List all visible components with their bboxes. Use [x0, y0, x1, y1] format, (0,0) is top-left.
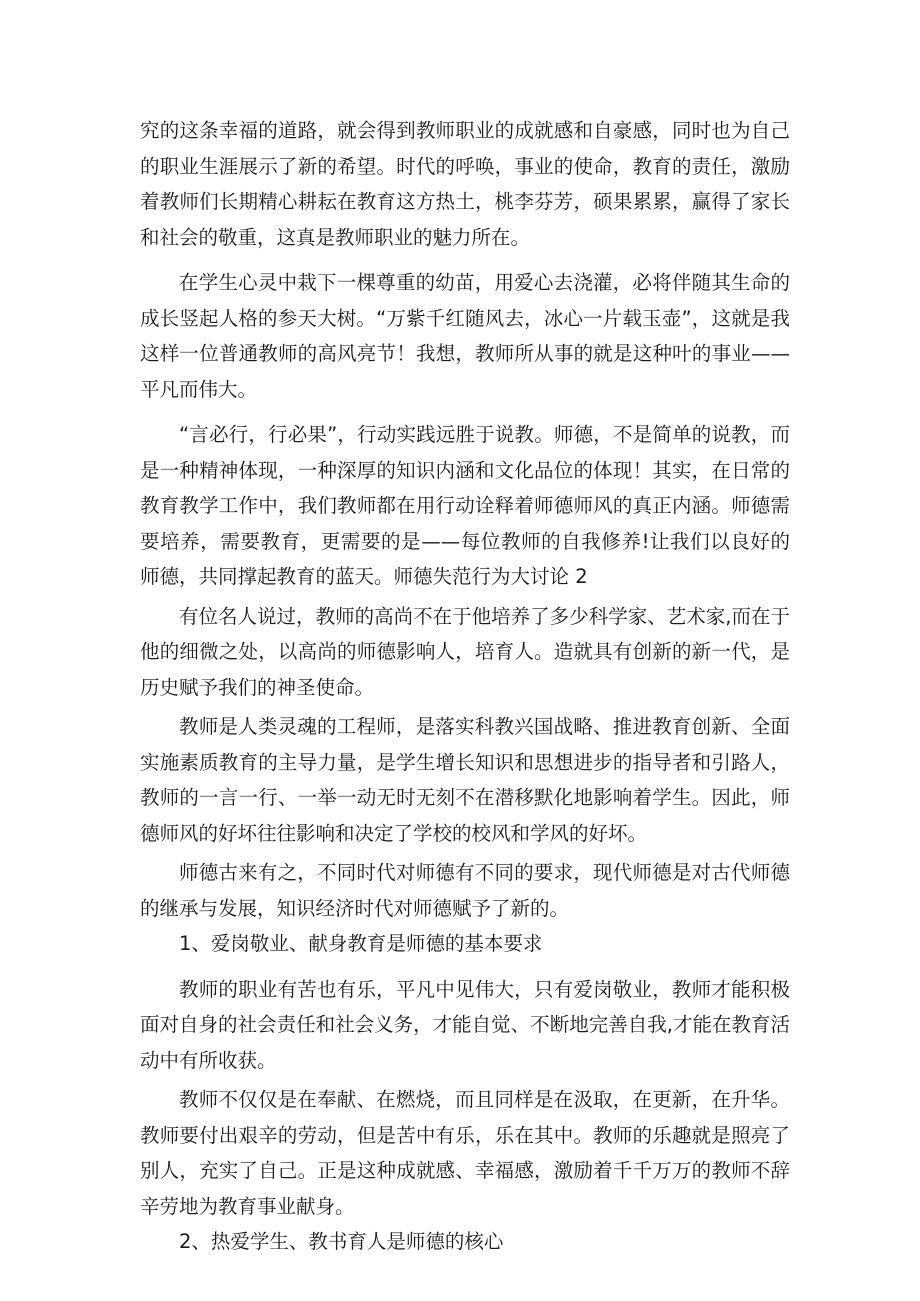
section-heading-2: 2、热爱学生、教书育人是师德的核心	[179, 1230, 504, 1253]
section-heading-1: 1、爱岗敬业、献身教育是师德的基本要求	[179, 932, 543, 955]
paragraph-6: 师德古来有之，不同时代对师德有不同的要求，现代师德是对古代师德的继承与发展，知识经济时代对师德赋予了新的。	[140, 861, 790, 920]
paragraph-2: 在学生心灵中栽下一棵尊重的幼苗，用爱心去浇灌，必将伴随其生命的成长竖起人格的参天大树。“万紫千红随风去，冰心一片载玉壶”，这就是我这样一位普通教师的高风亮节！我想，教师所从事的就是这种叶的事业——平凡而伟大。	[140, 271, 790, 401]
paragraph-4: 有位名人说过，教师的高尚不在于他培养了多少科学家、艺术家,而在于他的细微之处，以高尚的师德影响人，培育人。造就具有创新的新一代，是历史赋予我们的神圣使命。	[140, 604, 790, 699]
paragraph-7: 教师的职业有苦也有乐，平凡中见伟大，只有爱岗敬业，教师才能积极面对自身的社会责任和社会义务，才能自觉、不断地完善自我,才能在教育活动中有所收获。	[140, 977, 790, 1072]
paragraph-8: 教师不仅仅是在奉献、在燃烧，而且同样是在汲取，在更新，在升华。教师要付出艰辛的劳动，但是苦中有乐，乐在其中。教师的乐趣就是照亮了别人，充实了自己。正是这种成就感、幸福感，激励着千千万万的教师不辞辛劳地为教育事业献身。	[140, 1088, 790, 1218]
paragraph-1: 究的这条幸福的道路，就会得到教师职业的成就感和自豪感，同时也为自己的职业生涯展示了新的希望。时代的呼唤，事业的使命，教育的责任，激励着教师们长期精心耕耘在教育这方热土，桃李芬芳，硕果累累，赢得了家长和社会的敬重，这真是教师职业的魅力所在。	[140, 119, 790, 249]
document-body	[140, 113, 790, 1260]
paragraph-5: 教师是人类灵魂的工程师，是落实科教兴国战略、推进教育创新、全面实施素质教育的主导力量，是学生增长知识和思想进步的指导者和引路人，教师的一言一行、一举一动无时无刻不在潜移默化地影响着学生。因此，师德师风的好坏往往影响和决定了学校的校风和学风的好坏。	[140, 715, 790, 845]
paragraph-3: “言必行，行必果”，行动实践远胜于说教。师德，不是简单的说教，而是一种精神体现，一种深厚的知识内涵和文化品位的体现！其实，在日常的教育教学工作中，我们教师都在用行动诠释着师德师风的真正内涵。师德需要培养，需要教育，更需要的是——每位教师的自我修养!让我们以良好的师德，共同撑起教育的蓝天。师德失范行为大讨论 2	[140, 423, 790, 588]
